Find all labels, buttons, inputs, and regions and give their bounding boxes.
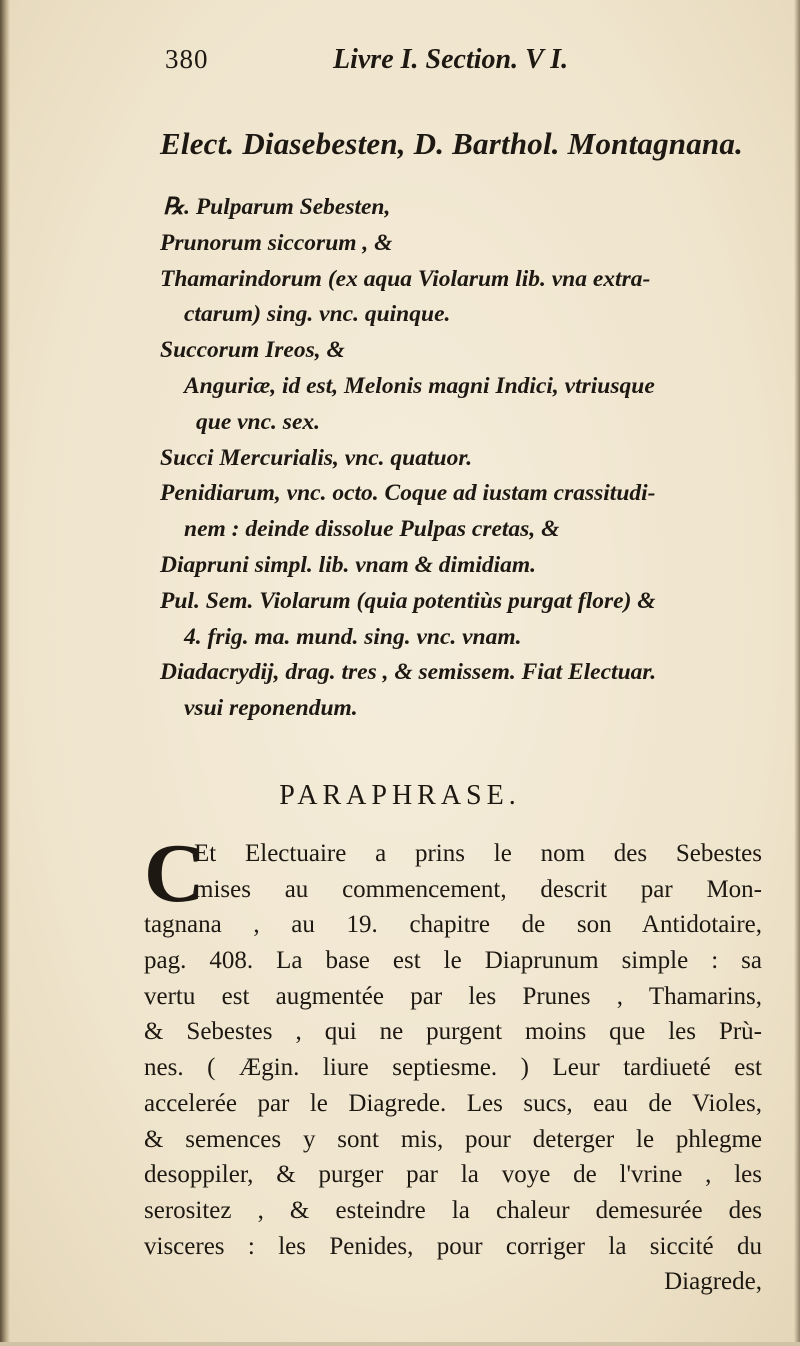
body-line: pag. 408. La base est le Diaprunum simple : sa — [144, 947, 762, 975]
page-binding-shadow — [0, 0, 10, 1346]
recipe-line: Pul. Sem. Violarum (quia potentiùs purgat flore) & — [160, 587, 656, 614]
body-line: Et Electuaire a prins le nom des Sebestes — [194, 840, 762, 867]
page-number: 380 — [165, 44, 209, 74]
paraphrase-body — [144, 827, 762, 1300]
page-edge-shadow — [794, 0, 800, 1346]
catchword: Diagrede, — [664, 1268, 762, 1296]
recipe-line: Diadacrydij, drag. tres , & semissem. Fiat Electuar. — [160, 659, 657, 686]
electuary-title: Elect. Diasebesten, D. Barthol. Montagnana. — [160, 126, 744, 161]
recipe-line: ctarum) sing. vnc. quinque. — [184, 301, 451, 328]
body-line: vertu est augmentée par les Prunes , Thamarins, — [144, 982, 762, 1010]
body-line: desoppiler, & purger par la voye de l'vrine , les — [144, 1161, 762, 1189]
recipe-line: vsui reponendum. — [184, 695, 358, 722]
body-line: & semences y sont mis, pour deterger le phlegme — [144, 1125, 762, 1153]
recipe-line: Penidiarum, vnc. octo. Coque ad iustam crassitudi- — [160, 480, 656, 507]
drop-cap: C — [144, 827, 205, 920]
recipe-line: Thamarindorum (ex aqua Violarum lib. vna extra- — [160, 265, 651, 292]
recipe-line: Succorum Ireos, & — [160, 337, 345, 364]
recipe-line: ℞. Pulparum Sebesten, — [163, 194, 391, 220]
recipe-line: 4. frig. ma. mund. sing. vnc. vnam. — [184, 623, 522, 650]
body-line: serositez , & esteindre la chaleur demesurée des — [144, 1196, 762, 1224]
body-line: mises au commencement, descrit par Mon- — [194, 875, 762, 903]
body-line: & Sebestes , qui ne purgent moins que les Prù- — [144, 1018, 762, 1046]
recipe-line: Prunorum siccorum , & — [160, 229, 393, 256]
recipe-line: nem : deinde dissolue Pulpas cretas, & — [184, 516, 560, 543]
body-line: tagnana , au 19. chapitre de son Antidotaire, — [144, 911, 762, 939]
running-title: Livre I. Section. V I. — [333, 44, 569, 75]
body-line: visceres : les Penides, pour corriger la siccité du — [144, 1232, 762, 1260]
recipe-block — [160, 190, 770, 727]
recipe-line: Anguriæ, id est, Melonis magni Indici, vtriusque — [184, 372, 655, 399]
recipe-line: que vnc. sex. — [196, 408, 321, 435]
body-line: nes. ( Ægin. liure septiesme. ) Leur tardiueté est — [144, 1054, 762, 1082]
body-line: accelerée par le Diagrede. Les sucs, eau de Violes, — [144, 1089, 762, 1117]
running-head — [165, 44, 760, 88]
page-bottom-edge — [0, 1342, 800, 1346]
recipe-line: Succi Mercurialis, vnc. quatuor. — [160, 444, 473, 471]
recipe-line: Diapruni simpl. lib. vnam & dimidiam. — [160, 551, 537, 578]
paraphrase-heading: PARAPHRASE. — [279, 780, 521, 811]
